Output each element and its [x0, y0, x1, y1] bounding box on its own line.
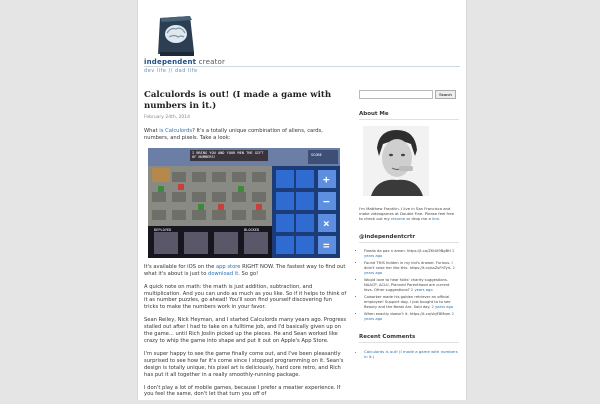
tweet-text: Fixeda da pax n aman. https://t.co/ZKtIX9BgBH [364, 248, 451, 253]
game-screenshot[interactable] [148, 148, 340, 258]
search-button[interactable]: Search [435, 90, 456, 99]
svg-text:−: − [323, 194, 330, 208]
post [144, 90, 347, 404]
brain-logo-icon[interactable] [152, 14, 198, 58]
post-date: February 24th, 2014 [144, 115, 191, 120]
recent-comment-link[interactable]: Calculords is out! (I made a game with numbers in it.) [364, 348, 458, 359]
site-title-main: independent [144, 58, 197, 66]
about-text-middle: or drop me a [405, 216, 433, 222]
search-input[interactable] [359, 90, 433, 99]
post-title[interactable]: Calculords is out! (I made a game with numbers in it.) [144, 90, 332, 111]
intro-text-after: ? It's a totally unique combination of aliens, cards, numbers, and pixels. Take a look: [144, 128, 323, 141]
resume-link[interactable]: resume [390, 216, 406, 222]
about-text-before: I'm Matthew Franklin. I live in San Francisco and make videogames at Double Fine. Please feel free to check out my [359, 206, 455, 222]
recent-comments-list [359, 349, 459, 359]
download-link[interactable]: download it [208, 270, 239, 277]
intro-text-before: What [144, 128, 160, 134]
site-title[interactable] [144, 58, 225, 66]
game-blocked-label: BLOCKED [244, 227, 260, 232]
twitter-heading[interactable]: @independentcrtr [359, 234, 459, 243]
svg-text:=: = [323, 238, 330, 252]
about-heading: About Me [359, 111, 459, 120]
post-paragraph-availability [144, 264, 347, 278]
site-header [138, 0, 466, 80]
p2-text-end: . So go! [238, 270, 259, 277]
game-banner: I BRING YOU AND YOUR MEN THE GIFT OF NUMBERS! [190, 150, 268, 161]
tweet-text: Would love to hear folks' charity suggestions. NAACP, ACLU, Planned Parenthood are current favs. Other suggestions? [364, 277, 450, 292]
author-portrait [363, 126, 429, 196]
header-divider [144, 66, 460, 67]
about-text-end: . [438, 216, 441, 222]
contact-link[interactable]: line [432, 216, 439, 222]
tweet-time[interactable]: 2 years ago [364, 248, 455, 258]
tweet-time[interactable]: 2 years ago [431, 304, 454, 309]
tweet-item [364, 278, 459, 293]
search-form [359, 90, 459, 99]
game-screenshot-art [148, 148, 340, 258]
post-paragraph-happy: I'm super happy to see the game finally come out, and I've been pleasantly surprised to see how far it's come since I stopped programming on it. Sean's design is totally unique, his pixel art is deliciously, hard core retro, and Rich has put it all together in a really smoothly-running package. [144, 350, 344, 378]
tweet-time[interactable]: 2 years ago [410, 287, 433, 292]
post-intro [144, 128, 347, 142]
p2-text-after: RIGHT NOW. The fastest way to find out what it's about is just to [144, 263, 346, 277]
site-tagline: dev life // dad life [144, 68, 198, 74]
game-score-label: SCORE [311, 152, 322, 157]
recent-comment-item[interactable] [364, 349, 459, 359]
tweet-item [364, 295, 459, 310]
post-paragraph-math: A quick note on math: the math is just addition, subtraction, and multiplication. And you can undo as much as you like. So if it helps to think of it as number puzzles, go ahead! You'll soon find yourself discovering fun tricks to make the numbers work in your favor. [144, 283, 347, 311]
app-store-link[interactable]: app store [215, 263, 241, 270]
post-paragraph-mobile: I don't play a lot of mobile games, because I prefer a meatier experience. If you feel the same, don't let that turn you off of [144, 384, 341, 398]
game-deployed-label: DEPLOYED [154, 227, 172, 232]
tweet-item [364, 312, 459, 322]
tweet-time[interactable]: 2 years ago [364, 311, 454, 321]
tweet-text: When exactly doesn't it. https://t.co/vbjF8Mqm [364, 311, 451, 316]
sidebar [359, 90, 459, 359]
tweet-item [364, 261, 459, 276]
tweet-list [359, 249, 459, 322]
recent-comments-heading: Recent Comments [359, 334, 459, 343]
tweet-text: Coworker made his golden retriever an official employee! Support dog. I just bought to to see Beauty and the Beast Are. Sold day. [364, 294, 451, 309]
post-paragraph-history: Sean Reiley, Nick Heyman, and I started Calculords many years ago. Progress stalled out after I had to take on a fulltime job, and I'd basically given up on the game... until Rich Joslin picked up the pieces. He and Sean worked like crazy to whip the game into shape and put it out on Apple's App Store. [144, 317, 347, 344]
p2-text-before: It's available for iOS on the [144, 263, 216, 270]
svg-text:+: + [323, 172, 330, 186]
about-text [359, 206, 459, 222]
calculords-link[interactable]: is Calculords [159, 128, 193, 134]
tweet-text: Found THIS hidden in my kid's drawer. Furious. I didn't raise her like this. https://t.co/ssZsFhTyrL [364, 260, 453, 270]
tweet-item [364, 249, 459, 259]
page [137, 0, 467, 400]
svg-text:×: × [323, 216, 330, 230]
site-title-rest: creator [196, 58, 226, 66]
tweet-time[interactable]: 2 years ago [364, 265, 455, 275]
